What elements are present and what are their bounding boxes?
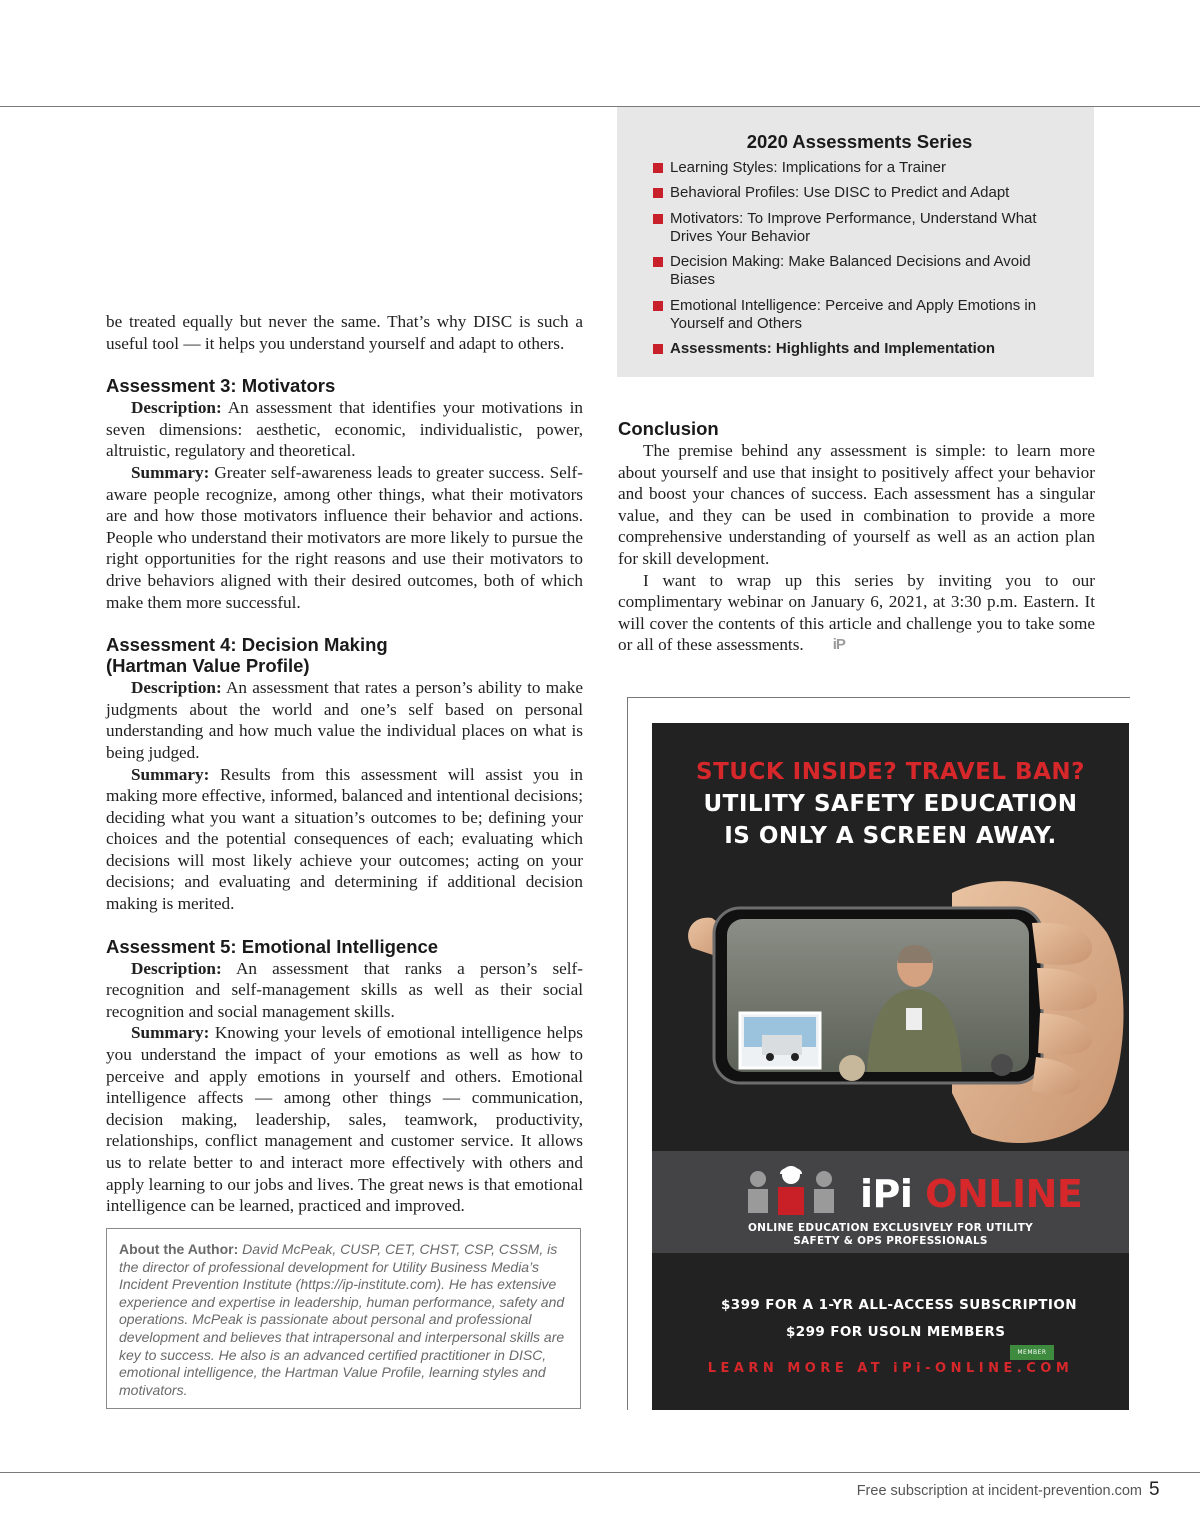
assessment-4-heading-line2: (Hartman Value Profile)	[106, 655, 310, 677]
author-label: About the Author:	[119, 1241, 239, 1257]
assessment-4-heading	[106, 634, 583, 676]
ip-end-mark-icon: iP	[832, 636, 845, 654]
conclusion-heading: Conclusion	[618, 418, 719, 439]
series-item	[653, 253, 1066, 289]
series-list	[653, 159, 1066, 358]
ad-tagline-line1: ONLINE EDUCATION EXCLUSIVELY FOR UTILITY	[747, 1222, 1034, 1234]
square-bullet-icon	[653, 214, 663, 224]
series-item-label: Emotional Intelligence: Perceive and Apply Emotions in Yourself and Others	[670, 296, 1037, 332]
summary-text: Greater self-awareness leads to greater success. Self-aware people recognize, among other things, what their motivators are and how those motivators influence their behavior and actions. People who understand their motivators are more likely to pursue the right opportunities for the right reasons and use their motivators to drive behaviors aligned with their desired outcomes, both of which make them more successful.	[106, 462, 583, 612]
square-bullet-icon	[653, 163, 663, 173]
series-title: 2020 Assessments Series	[746, 131, 973, 152]
assessment-3-description	[106, 397, 583, 462]
page-number: 5	[1149, 1479, 1160, 1500]
ipi-online-advertisement[interactable]	[652, 723, 1129, 1410]
summary-label: Summary:	[131, 462, 210, 482]
ad-tagline	[652, 1222, 1129, 1248]
description-text: An assessment that identifies your motivations in seven dimensions: aesthetic, economic, individualistic, power, altruistic, regulatory and theoretical.	[106, 398, 583, 461]
ad-learn-more-link[interactable]: LEARN MORE AT iPi-ONLINE.COM	[707, 1361, 1074, 1376]
left-column	[106, 311, 583, 1217]
summary-label: Summary:	[131, 1023, 210, 1043]
assessment-4-heading-line1: Assessment 4: Decision Making	[106, 634, 388, 656]
description-label: Description:	[131, 958, 222, 978]
series-item	[653, 297, 1066, 333]
ad-price-subscription: $399 FOR A 1-YR ALL-ACCESS SUBSCRIPTION	[721, 1297, 1077, 1313]
ipi-logo-text: iPi	[860, 1172, 913, 1216]
square-bullet-icon	[653, 257, 663, 267]
description-label: Description:	[131, 678, 222, 698]
conclusion-paragraph-2	[618, 570, 1095, 656]
author-bio: David McPeak, CUSP, CET, CHST, CSP, CSSM, is the director of professional development for Utility Business Media’s Incident Prevention Institute (https://ip-institute.com). He has extensive experience and expertise in leadership, human performance, safety and operations. McPeak is passionate about personal and professional development and believes that intrapersonal and interpersonal skills are key to success. He also is an advanced certified practitioner in DISC, emotional intelligence, the Hartman Value Profile, learning styles and motivators.	[119, 1241, 565, 1398]
ad-frame-border	[627, 697, 1130, 698]
square-bullet-icon	[653, 301, 663, 311]
footer-rule	[0, 1472, 1200, 1473]
assessment-5-description	[106, 958, 583, 1023]
usoln-member-badge-icon: MEMBER	[1010, 1345, 1054, 1360]
series-item-label: Assessments: Highlights and Implementation	[670, 339, 996, 357]
square-bullet-icon	[653, 344, 663, 354]
series-item-label: Motivators: To Improve Performance, Understand What Drives Your Behavior	[670, 209, 1037, 245]
ad-price-members: $299 FOR USOLN MEMBERS	[786, 1324, 1006, 1340]
conclusion-section	[618, 418, 1095, 656]
about-the-author-box	[106, 1228, 581, 1409]
assessment-3-heading: Assessment 3: Motivators	[106, 375, 336, 397]
footer-subscription-text: Free subscription at incident-prevention.com	[856, 1483, 1142, 1499]
square-bullet-icon	[653, 188, 663, 198]
ad-headline-line1: STUCK INSIDE? TRAVEL BAN?	[696, 759, 1085, 785]
summary-text: Knowing your levels of emotional intelligence helps you understand the impact of your emotions as well as how to perceive and apply emotions in yourself and others. Emotional intelligence affects — among other things — communication, decision making, leadership, sales, teamwork, productivity, relationships, conflict management and customer service. It allows us to relate better to and interact more effectively with others and apply learning to our jobs and lives. The great news is that emotional intelligence can be learned, practiced and improved.	[106, 1023, 583, 1216]
series-item	[653, 210, 1066, 246]
series-item	[653, 184, 1066, 202]
continuation-paragraph: be treated equally but never the same. That’s why DISC is such a useful tool — it helps you understand yourself and adapt to others.	[106, 312, 583, 353]
ad-frame-border	[627, 697, 628, 1410]
series-item-label: Learning Styles: Implications for a Trainer	[670, 159, 946, 176]
assessments-series-box	[617, 107, 1094, 377]
assessment-3-summary	[106, 462, 583, 613]
summary-label: Summary:	[131, 764, 210, 784]
assessment-4-summary	[106, 764, 583, 915]
conclusion-paragraph-1: The premise behind any assessment is simple: to learn more about yourself and use that insight to positively affect your behavior and boost your chances of success. Each assessment has a singular value, and they can be used in combination to provide a more comprehensive understanding of yourself as well as an action plan for skill development.	[618, 441, 1095, 568]
description-label: Description:	[131, 398, 222, 418]
assessment-5-heading: Assessment 5: Emotional Intelligence	[106, 935, 439, 957]
series-item	[653, 159, 1066, 177]
assessment-4-description	[106, 677, 583, 763]
description-text: An assessment that ranks a person’s self-recognition and self-management skills as well as their social recognition and social management skills.	[106, 958, 583, 1021]
ad-headline-line2: UTILITY SAFETY EDUCATION	[703, 791, 1078, 817]
series-item-label: Behavioral Profiles: Use DISC to Predict and Adapt	[670, 184, 1010, 202]
assessment-5-summary	[106, 1022, 583, 1216]
hand-holding-phone-image	[652, 863, 1129, 1153]
summary-text: Results from this assessment will assist you in making more effective, informed, balanced and intentional decisions; deciding what you want a situation’s outcomes to be; defining your choices and the potential consequences of each; evaluating which decisions will most likely achieve your outcomes; acting on your decisions; and evaluating and determining if additional decision making is merited.	[106, 764, 583, 914]
description-text: An assessment that rates a person’s ability to make judgments about the world and one’s self based on personal understanding and how much value the individual places on what is being judged.	[106, 678, 583, 762]
workers-logo-icon	[736, 1163, 846, 1215]
ad-headline-line3: IS ONLY A SCREEN AWAY.	[724, 823, 1057, 849]
ad-tagline-line2: SAFETY & OPS PROFESSIONALS	[793, 1235, 988, 1247]
conclusion-paragraph-2-text: I want to wrap up this series by inviting you to our complimentary webinar on January 6, 2021, at 3:30 p.m. Eastern. It will cover the contents of this article and challenge you to take some or all of these assessments.	[618, 570, 1095, 655]
ipi-online-logo	[860, 1172, 1082, 1216]
series-item-current	[653, 340, 1066, 358]
online-logo-text: ONLINE	[925, 1172, 1083, 1216]
series-item-label: Decision Making: Make Balanced Decisions and Avoid Biases	[670, 253, 1031, 289]
